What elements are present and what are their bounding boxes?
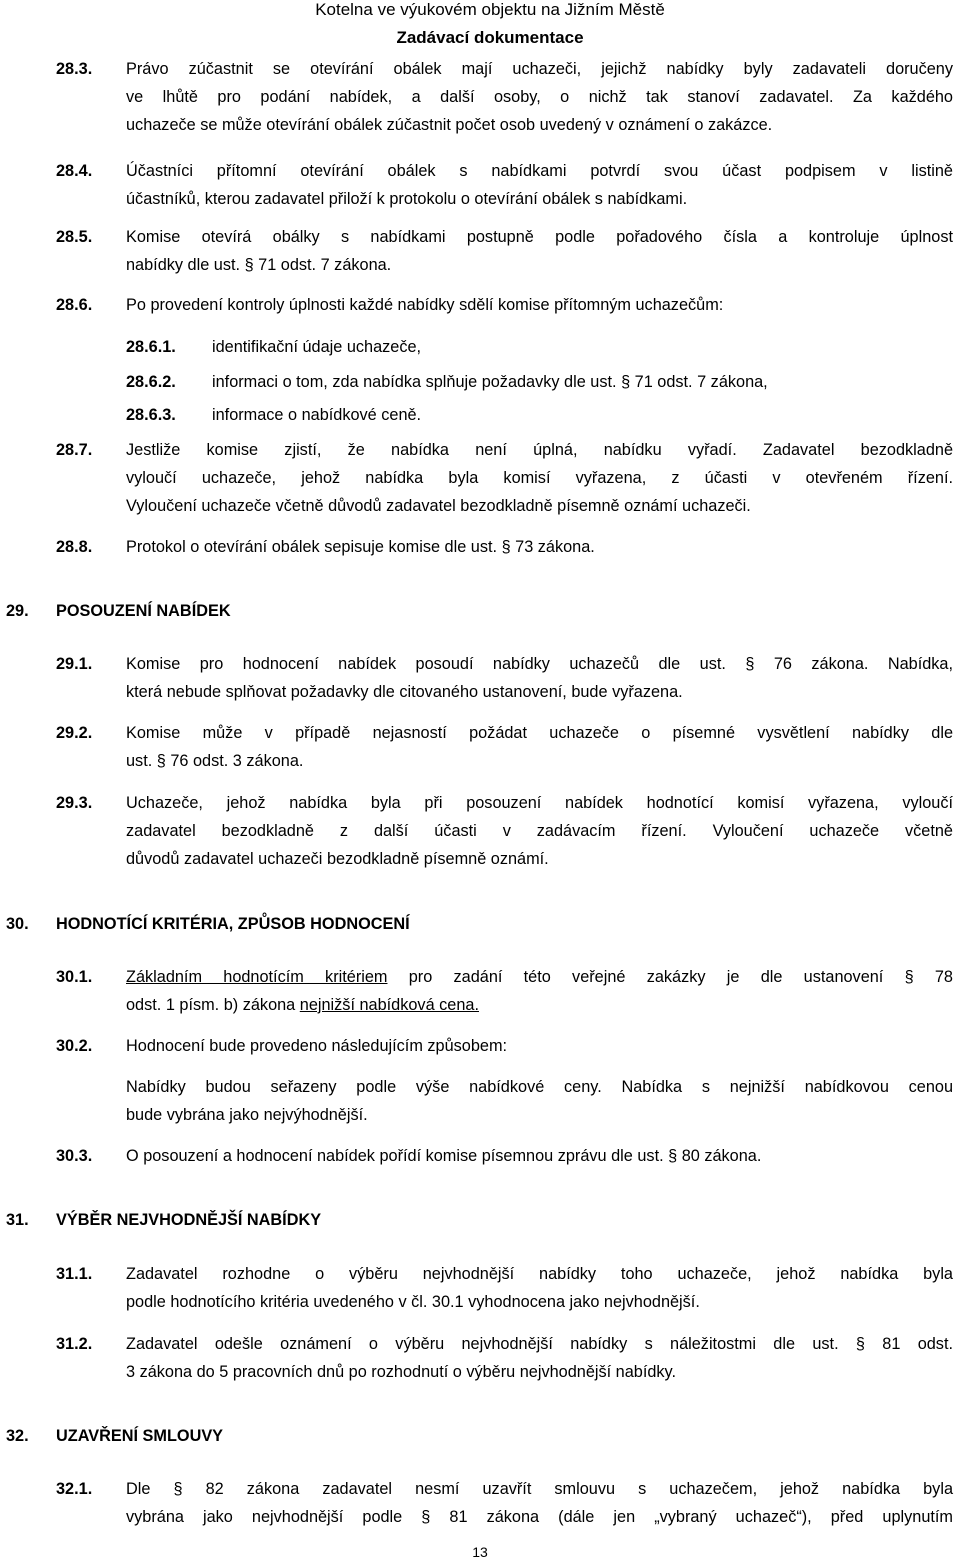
clause-text: Uchazeče, jehož nabídka byla při posouzení nabídek hodnotící komisí vyřazena, vyloučí zadavatel bezodkladně z další účasti v zadávacím řízení. Vyloučení uchazeče včetně důvodů zadavatel uchazeči bezodkladně písemně oznámí. (126, 794, 953, 868)
header-document-title: Zadávací dokumentace (396, 28, 584, 47)
clause-text: Po provedení kontroly úplnosti každé nabídky sdělí komise přítomným uchazečům: (126, 296, 724, 314)
clause-number: 28.7. (56, 441, 93, 459)
clause-number: 28.4. (56, 162, 93, 180)
clause-number: 31.2. (56, 1335, 93, 1353)
clause-number: 31.1. (56, 1265, 93, 1283)
clause-text: Komise otevírá obálky s nabídkami postupně podle pořadového čísla a kontroluje úplnost nabídky dle ust. § 71 odst. 7 zákona. (126, 228, 953, 274)
clause-text: Zadavatel odešle oznámení o výběru nejvhodnější nabídky s náležitostmi dle ust. § 81 odst. 3 zákona do 5 pracovních dnů po rozhodnutí o výběru nejvhodnější nabídky. (126, 1335, 953, 1381)
subclause-text: identifikační údaje uchazeče, (212, 338, 422, 356)
clause-number: 28.5. (56, 228, 93, 246)
clause-number: 32.1. (56, 1480, 93, 1498)
clause-text: Komise může v případě nejasností požádat uchazeče o písemné vysvětlení nabídky dle ust. § 76 odst. 3 zákona. (126, 724, 953, 770)
criterion-value: nejnižší nabídková cena. (299, 996, 479, 1014)
clause-number: 29.2. (56, 724, 93, 742)
subclause-text: informaci o tom, zda nabídka splňuje požadavky dle ust. § 71 odst. 7 zákona, (212, 373, 768, 391)
section-number: 32. (6, 1427, 29, 1445)
clause-number: 28.8. (56, 538, 93, 556)
clause-text: Dle § 82 zákona zadavatel nesmí uzavřít smlouvu s uchazečem, jehož nabídka byla vybrána jako nejvhodnější podle § 81 zákona (dále jen „vybraný uchazeč“), před uplynutím (126, 1480, 953, 1526)
clause-text: Hodnocení bude provedeno následujícím způsobem: (126, 1037, 508, 1055)
clause-number: 29.1. (56, 655, 93, 673)
clause-number: 30.2. (56, 1037, 93, 1055)
clause-text: Nabídky budou seřazeny podle výše nabídkové ceny. Nabídka s nejnižší nabídkovou cenou bude vybrána jako nejvýhodnější. (126, 1078, 953, 1124)
section-number: 30. (6, 915, 29, 933)
subclause-text: informace o nabídkové ceně. (212, 406, 422, 424)
clause-text: Protokol o otevírání obálek sepisuje komise dle ust. § 73 zákona. (126, 538, 595, 556)
section-number: 29. (6, 602, 29, 620)
clause-number: 28.6. (56, 296, 93, 314)
section-title: UZAVŘENÍ SMLOUVY (56, 1427, 224, 1445)
page-number: 13 (472, 1544, 488, 1560)
clause-text: Účastníci přítomní otevírání obálek s nabídkami potvrdí svou účast podpisem v listině účastníků, kterou zadavatel přiloží k protokolu o otevírání obálek s nabídkami. (126, 162, 953, 208)
clause-number: 30.1. (56, 968, 93, 986)
clause-text: Právo zúčastnit se otevírání obálek mají uchazeči, jejichž nabídky byly zadavateli doručeny ve lhůtě pro podání nabídek, a další osoby, o nichž tak stanoví zadavatel. Za každého uchazeče se může otevírání obálek zúčastnit počet osob uvedený v oznámení o zakázce. (126, 60, 953, 134)
subclause-number: 28.6.2. (126, 373, 176, 391)
subclause-number: 28.6.3. (126, 406, 176, 424)
section-title: HODNOTÍCÍ KRITÉRIA, ZPŮSOB HODNOCENÍ (56, 915, 410, 933)
header-project-title: Kotelna ve výukovém objektu na Jižním Městě (315, 0, 665, 19)
clause-number: 28.3. (56, 60, 93, 78)
subclause-number: 28.6.1. (126, 338, 176, 356)
criterion-label: Základním hodnotícím kritériem (126, 968, 388, 986)
clause-text: Základním hodnotícím kritériem pro zadání této veřejné zakázky je dle ustanovení § 78 odst. 1 písm. b) zákona nejnižší nabídková cena. (126, 968, 953, 1014)
clause-text: O posouzení a hodnocení nabídek pořídí komise písemnou zprávu dle ust. § 80 zákona. (126, 1147, 762, 1165)
clause-text: Zadavatel rozhodne o výběru nejvhodnější nabídky toho uchazeče, jehož nabídka byla podle hodnotícího kritéria uvedeného v čl. 30.1 vyhodnocena jako nejvhodnější. (126, 1265, 953, 1311)
section-title: POSOUZENÍ NABÍDEK (56, 602, 231, 620)
section-title: VÝBĚR NEJVHODNĚJŠÍ NABÍDKY (56, 1211, 322, 1229)
clause-number: 29.3. (56, 794, 93, 812)
section-number: 31. (6, 1211, 29, 1229)
clause-text: Komise pro hodnocení nabídek posoudí nabídky uchazečů dle ust. § 76 zákona. Nabídka, která nebude splňovat požadavky dle citovaného ustanovení, bude vyřazena. (126, 655, 953, 701)
clause-number: 30.3. (56, 1147, 93, 1165)
clause-text: Jestliže komise zjistí, že nabídka není úplná, nabídku vyřadí. Zadavatel bezodkladně vyloučí uchazeče, jehož nabídka byla komisí vyřazena, z účasti v otevřeném řízení. Vyloučení uchazeče včetně důvodů zadavatel bezodkladně písemně oznámí uchazeči. (126, 441, 953, 515)
